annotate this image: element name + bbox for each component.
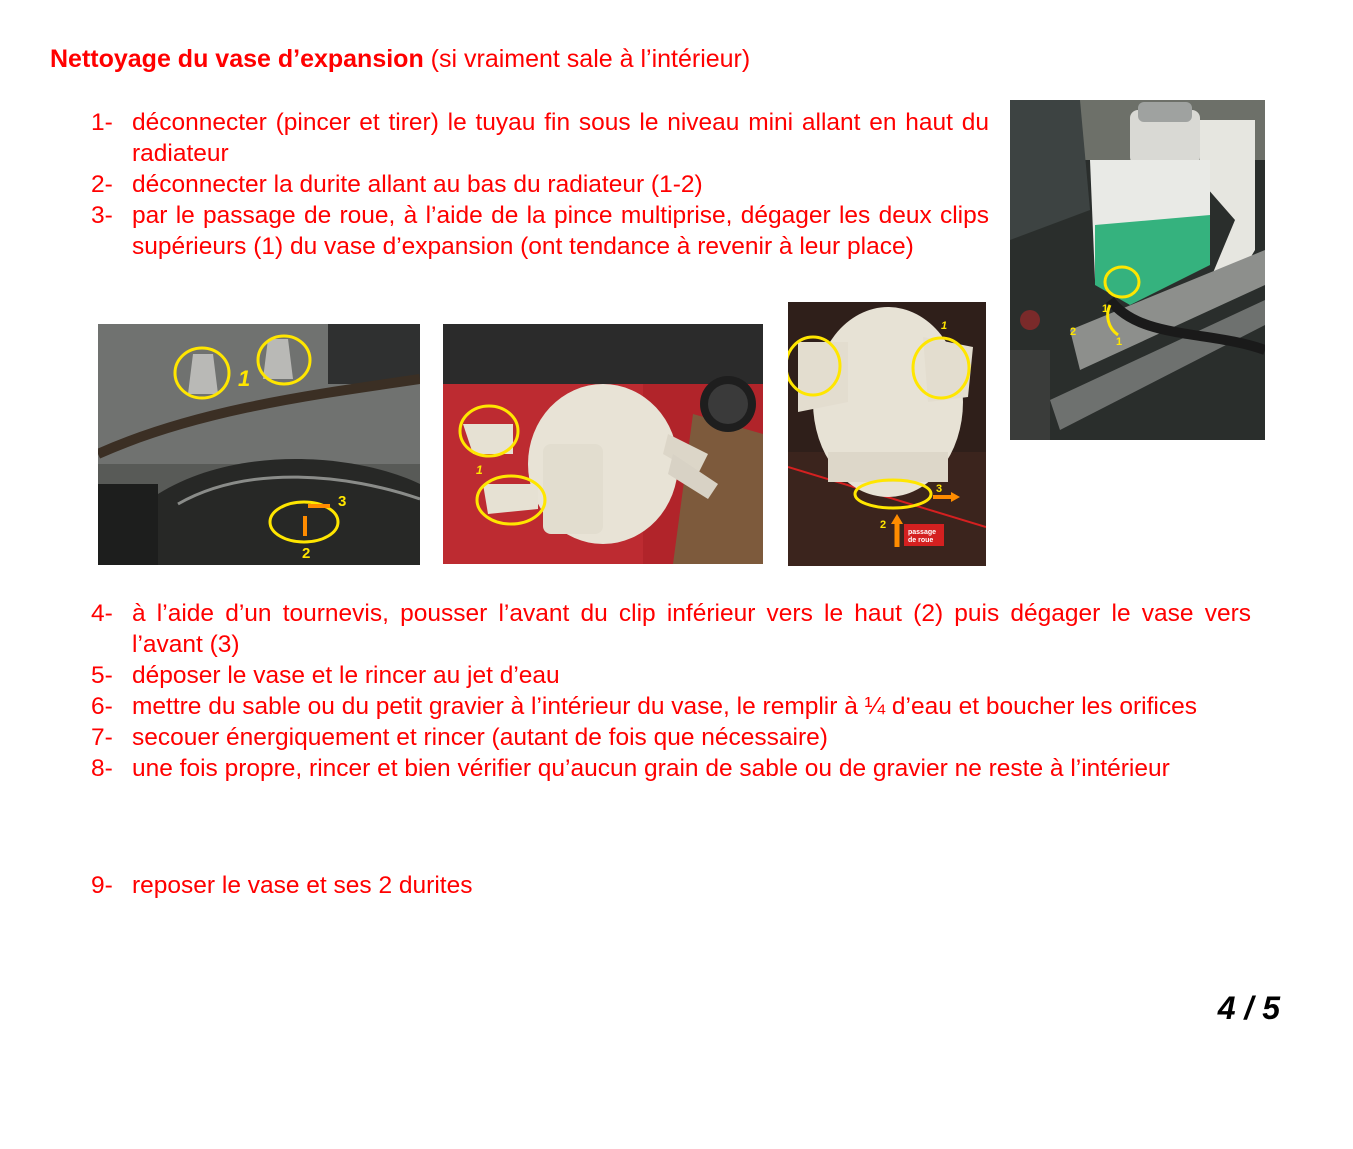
step-item <box>91 200 989 262</box>
step-item <box>91 870 1251 901</box>
step-number: 2- <box>91 171 113 198</box>
expansion-tank-photo <box>443 324 763 564</box>
passage-caption-line2: de roue <box>908 537 934 544</box>
steps-list-3 <box>91 870 1251 901</box>
step-number: 4- <box>91 600 113 627</box>
section-title-bold: Nettoyage du vase d’expansion <box>50 45 424 73</box>
steps-list-1 <box>91 107 989 262</box>
engine-bay-photo <box>1010 100 1265 440</box>
step-text: par le passage de roue, à l’aide de la pince multiprise, dégager les deux clips supérieurs (1) du vase d’expansion (ont tendance à revenir à leur place) <box>132 202 989 260</box>
step-number: 1- <box>91 109 113 136</box>
step-item <box>91 753 1251 784</box>
step-text: mettre du sable ou du petit gravier à l’intérieur du vase, le remplir à ¼ d’eau et boucher les orifices <box>132 693 1197 720</box>
engine-label-1b: 1 <box>1116 336 1123 348</box>
step-text: déconnecter (pincer et tirer) le tuyau fin sous le niveau mini allant en haut du radiateur <box>132 109 989 167</box>
steps-list-2 <box>91 598 1251 784</box>
step-number: 9- <box>91 872 113 899</box>
section-title <box>50 44 750 74</box>
step-item <box>91 598 1251 660</box>
clips-label-2: 2 <box>880 519 887 531</box>
tank-clips-photo <box>788 302 986 566</box>
step-item <box>91 107 989 169</box>
wheel-arch-photo <box>98 324 420 565</box>
step-number: 5- <box>91 662 113 689</box>
step-item <box>91 660 1251 691</box>
step-number: 7- <box>91 724 113 751</box>
step-text: une fois propre, rincer et bien vérifier qu’aucun grain de sable ou de gravier ne reste à l’intérieur <box>132 755 1170 782</box>
clips-label-3: 3 <box>936 483 943 495</box>
page-number: 4 / 5 <box>1217 990 1280 1026</box>
tank-clips-illustration <box>788 302 986 566</box>
step-number: 8- <box>91 755 113 782</box>
arch-label-1: 1 <box>238 366 251 391</box>
clips-label-1: 1 <box>941 320 948 332</box>
section-title-note: (si vraiment sale à l’intérieur) <box>423 45 751 73</box>
step-text: déposer le vase et le rincer au jet d’eau <box>132 662 560 689</box>
tank-side-label-1: 1 <box>476 463 483 477</box>
engine-label-1a: 1 <box>1102 303 1109 315</box>
wheel-arch-illustration <box>98 324 420 565</box>
step-number: 6- <box>91 693 113 720</box>
arch-label-2: 2 <box>302 545 311 562</box>
step-item <box>91 691 1251 722</box>
step-text: à l’aide d’un tournevis, pousser l’avant du clip inférieur vers le haut (2) puis dégager le vase vers l’avant (3) <box>132 600 1251 658</box>
engine-bay-illustration <box>1010 100 1265 440</box>
engine-label-2: 2 <box>1070 326 1077 338</box>
passage-caption-line1: passage <box>908 529 937 536</box>
expansion-tank-illustration <box>443 324 763 564</box>
step-text: déconnecter la durite allant au bas du radiateur (1-2) <box>132 171 703 198</box>
step-text: secouer énergiquement et rincer (autant de fois que nécessaire) <box>132 724 828 751</box>
step-number: 3- <box>91 202 113 229</box>
step-item <box>91 722 1251 753</box>
step-item <box>91 169 989 200</box>
arch-label-3: 3 <box>338 493 347 510</box>
step-text: reposer le vase et ses 2 durites <box>132 872 473 899</box>
